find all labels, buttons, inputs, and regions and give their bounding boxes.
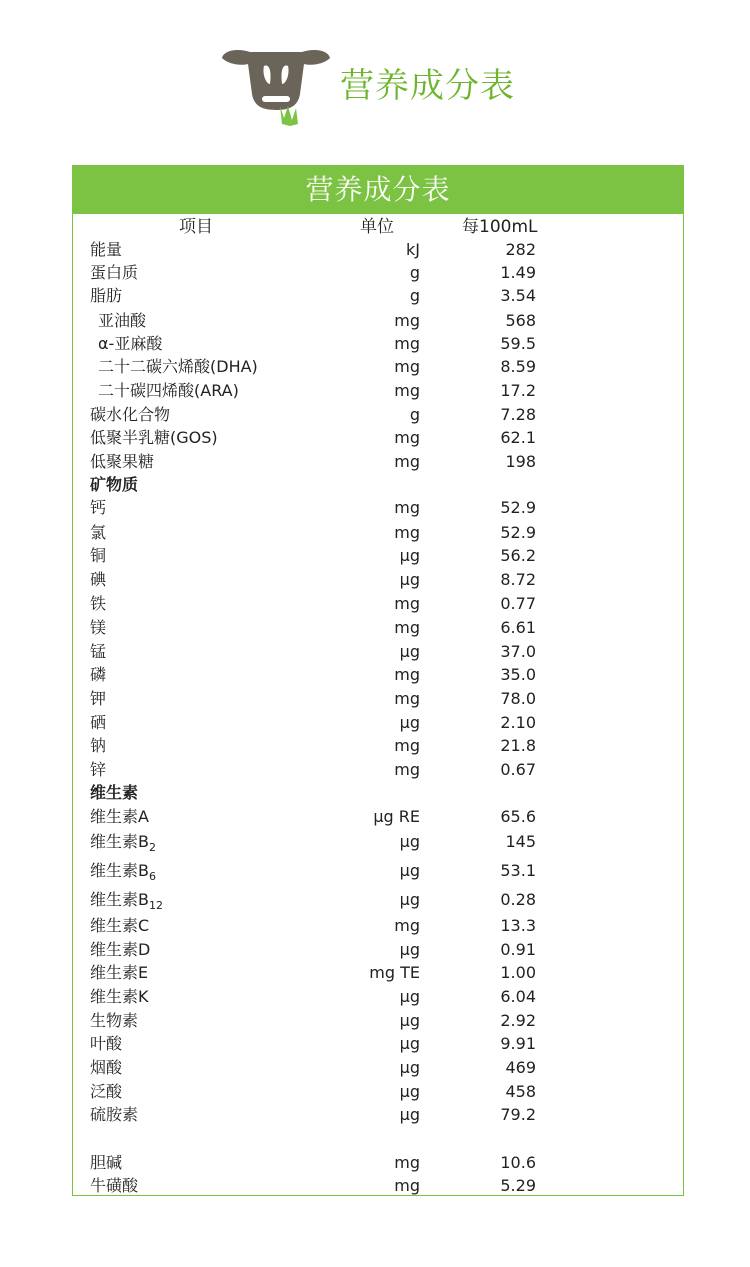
table-row [73, 1056, 683, 1080]
nutrient-unit: mg [394, 452, 420, 471]
table-row [73, 284, 683, 308]
table-row [73, 734, 683, 758]
nutrient-value: 52.9 [500, 498, 536, 517]
nutrient-unit: μg [399, 570, 420, 589]
table-row [73, 687, 683, 711]
nutrient-unit: mg [394, 381, 420, 400]
nutrient-unit: μg [399, 1011, 420, 1030]
nutrient-value: 13.3 [500, 916, 536, 935]
nutrient-name: 能量 [90, 240, 123, 259]
nutrient-name: 硫胺素 [90, 1105, 139, 1124]
table-title-bar [73, 166, 683, 214]
nutrient-name: 磷 [90, 665, 107, 684]
nutrient-unit: mg TE [369, 963, 420, 982]
nutrient-value: 2.92 [500, 1011, 536, 1030]
nutrient-value: 8.59 [500, 357, 536, 376]
nutrient-name: 铜 [90, 546, 107, 565]
table-row [73, 961, 683, 985]
nutrient-name: 维生素C [90, 916, 150, 935]
nutrient-value: 568 [505, 311, 536, 330]
table-row [73, 711, 683, 735]
nutrient-unit: g [409, 263, 420, 282]
nutrient-value: 21.8 [500, 736, 536, 755]
nutrient-name: 维生素A [90, 807, 149, 826]
nutrient-unit: mg [394, 665, 420, 684]
subscript: 12 [148, 899, 163, 912]
nutrient-name: 维生素K [90, 987, 149, 1006]
nutrient-unit: μg [399, 546, 420, 565]
nutrient-value: 3.54 [500, 286, 536, 305]
nutrient-name: 钾 [90, 689, 107, 708]
nutrient-name: 二十碳四烯酸(ARA) [98, 381, 239, 400]
nutrient-value: 469 [505, 1058, 536, 1077]
page-header [0, 0, 750, 140]
table-row [73, 426, 683, 450]
nutrient-name: 低聚半乳糖(GOS) [90, 428, 218, 447]
nutrient-unit: μg [399, 987, 420, 1006]
nutrient-unit: μg [399, 1058, 420, 1077]
page-title: 营养成分表 [340, 66, 515, 106]
nutrient-value: 56.2 [500, 546, 536, 565]
nutrient-unit: mg [394, 916, 420, 935]
section-header-row [73, 781, 683, 805]
column-header-per-100ml: 每100mL [462, 217, 538, 237]
nutrient-unit: μg [399, 1034, 420, 1053]
table-row [73, 859, 683, 883]
nutrient-value: 10.6 [500, 1153, 536, 1172]
table-row [73, 592, 683, 616]
nutrient-name: 镁 [90, 618, 107, 637]
nutrient-value: 7.28 [500, 405, 536, 424]
nutrient-value: 0.91 [500, 940, 536, 959]
nutrient-value: 0.77 [500, 594, 536, 613]
table-row [73, 1009, 683, 1033]
nutrient-value: 8.72 [500, 570, 536, 589]
nutrient-name: 钙 [90, 498, 107, 517]
table-row [73, 355, 683, 379]
nutrient-unit: mg [394, 689, 420, 708]
table-row [73, 403, 683, 427]
nutrient-name: 碘 [90, 570, 107, 589]
nutrient-name: 亚油酸 [98, 311, 147, 330]
nutrient-name: 二十二碳六烯酸(DHA) [98, 357, 258, 376]
subscript: 2 [148, 841, 156, 854]
nutrient-unit: mg [394, 311, 420, 330]
nutrient-name: 低聚果糖 [90, 452, 155, 471]
nutrient-value: 198 [505, 452, 536, 471]
nutrient-value: 458 [505, 1082, 536, 1101]
table-row [73, 496, 683, 520]
nutrient-unit: g [409, 286, 420, 305]
nutrient-unit: μg [399, 861, 420, 880]
nutrient-unit: mg [394, 334, 420, 353]
table-row [73, 1174, 683, 1198]
nutrient-unit: μg [399, 642, 420, 661]
nutrient-unit: μg [399, 940, 420, 959]
nutrient-value: 62.1 [500, 428, 536, 447]
nutrient-value: 282 [505, 240, 536, 259]
nutrient-name: 碳水化合物 [90, 405, 171, 424]
column-header-item: 项目 [179, 217, 213, 237]
column-header-unit: 单位 [360, 217, 394, 237]
table-row [73, 914, 683, 938]
nutrient-name: 钠 [90, 736, 107, 755]
nutrient-value: 2.10 [500, 713, 536, 732]
nutrient-unit: mg [394, 1153, 420, 1172]
nutrient-name: 生物素 [90, 1011, 139, 1030]
nutrient-value: 1.00 [500, 963, 536, 982]
nutrient-name: 维生素D [90, 940, 151, 959]
nutrient-value: 35.0 [500, 665, 536, 684]
nutrient-unit: μg [399, 1105, 420, 1124]
section-title: 矿物质 [90, 475, 139, 494]
section-title: 维生素 [90, 783, 139, 802]
nutrient-name: 泛酸 [90, 1082, 123, 1101]
nutrient-value: 1.49 [500, 263, 536, 282]
nutrient-value: 65.6 [500, 807, 536, 826]
table-row [73, 1080, 683, 1104]
nutrient-name: 维生素$B_6$ [90, 861, 156, 883]
nutrient-unit: μg [399, 832, 420, 851]
table-row [73, 379, 683, 403]
nutrient-name: 叶酸 [90, 1034, 123, 1053]
nutrient-value: 145 [505, 832, 536, 851]
table-row [73, 985, 683, 1009]
nutrient-unit: mg [394, 523, 420, 542]
table-row [73, 805, 683, 829]
table-title: 营养成分表 [305, 173, 451, 206]
table-row [73, 888, 683, 912]
nutrient-unit: μg [399, 1082, 420, 1101]
cow-head-logo-icon [220, 44, 332, 128]
nutrient-value: 5.29 [500, 1176, 536, 1195]
nutrient-value: 52.9 [500, 523, 536, 542]
table-row [73, 544, 683, 568]
table-row [73, 332, 683, 356]
table-row [73, 261, 683, 285]
table-row [73, 1032, 683, 1056]
nutrient-value: 0.28 [500, 890, 536, 909]
table-row [73, 938, 683, 962]
table-row [73, 616, 683, 640]
nutrient-unit: kJ [406, 240, 420, 259]
nutrient-name: 锰 [90, 642, 107, 661]
nutrient-unit: mg [394, 357, 420, 376]
nutrient-name: 蛋白质 [90, 263, 139, 282]
table-row [73, 663, 683, 687]
nutrient-name: 硒 [90, 713, 107, 732]
table-row [73, 521, 683, 545]
nutrient-unit: mg [394, 1176, 420, 1195]
nutrient-value: 17.2 [500, 381, 536, 400]
table-row [73, 758, 683, 782]
nutrient-unit: mg [394, 594, 420, 613]
nutrient-unit: mg [394, 760, 420, 779]
nutrient-value: 9.91 [500, 1034, 536, 1053]
nutrient-unit: mg [394, 736, 420, 755]
nutrient-name: 维生素$B_{12}$ [90, 890, 163, 912]
nutrient-value: 78.0 [500, 689, 536, 708]
table-row [73, 640, 683, 664]
table-row [73, 309, 683, 333]
nutrient-name: 维生素E [90, 963, 149, 982]
nutrient-value: 53.1 [500, 861, 536, 880]
nutrient-name: 烟酸 [90, 1058, 123, 1077]
nutrient-unit: mg [394, 428, 420, 447]
nutrient-unit: g [409, 405, 420, 424]
nutrient-unit: μg [399, 713, 420, 732]
table-row [73, 450, 683, 474]
nutrient-name: α-亚麻酸 [98, 334, 163, 353]
nutrient-name: 脂肪 [90, 286, 123, 305]
nutrient-name: 胆碱 [90, 1153, 123, 1172]
nutrient-value: 59.5 [500, 334, 536, 353]
column-headers [73, 216, 683, 238]
nutrient-name: 牛磺酸 [90, 1176, 139, 1195]
subscript: 6 [148, 870, 156, 883]
nutrient-unit: mg [394, 498, 420, 517]
nutrient-value: 6.04 [500, 987, 536, 1006]
nutrition-table [72, 165, 684, 1196]
nutrient-unit: μg [399, 890, 420, 909]
nutrient-unit: mg [394, 618, 420, 637]
nutrient-value: 37.0 [500, 642, 536, 661]
table-row [73, 568, 683, 592]
nutrient-name: 锌 [90, 760, 107, 779]
nutrient-value: 0.67 [500, 760, 536, 779]
table-row [73, 1151, 683, 1175]
nutrient-name: 维生素$B_2$ [90, 832, 156, 854]
nutrient-unit: μg RE [373, 807, 420, 826]
section-header-row [73, 473, 683, 497]
table-row [73, 238, 683, 262]
table-row [73, 1103, 683, 1127]
nutrient-value: 79.2 [500, 1105, 536, 1124]
nutrient-name: 铁 [90, 594, 107, 613]
table-row [73, 830, 683, 854]
nutrient-name: 氯 [90, 523, 107, 542]
nutrient-value: 6.61 [500, 618, 536, 637]
